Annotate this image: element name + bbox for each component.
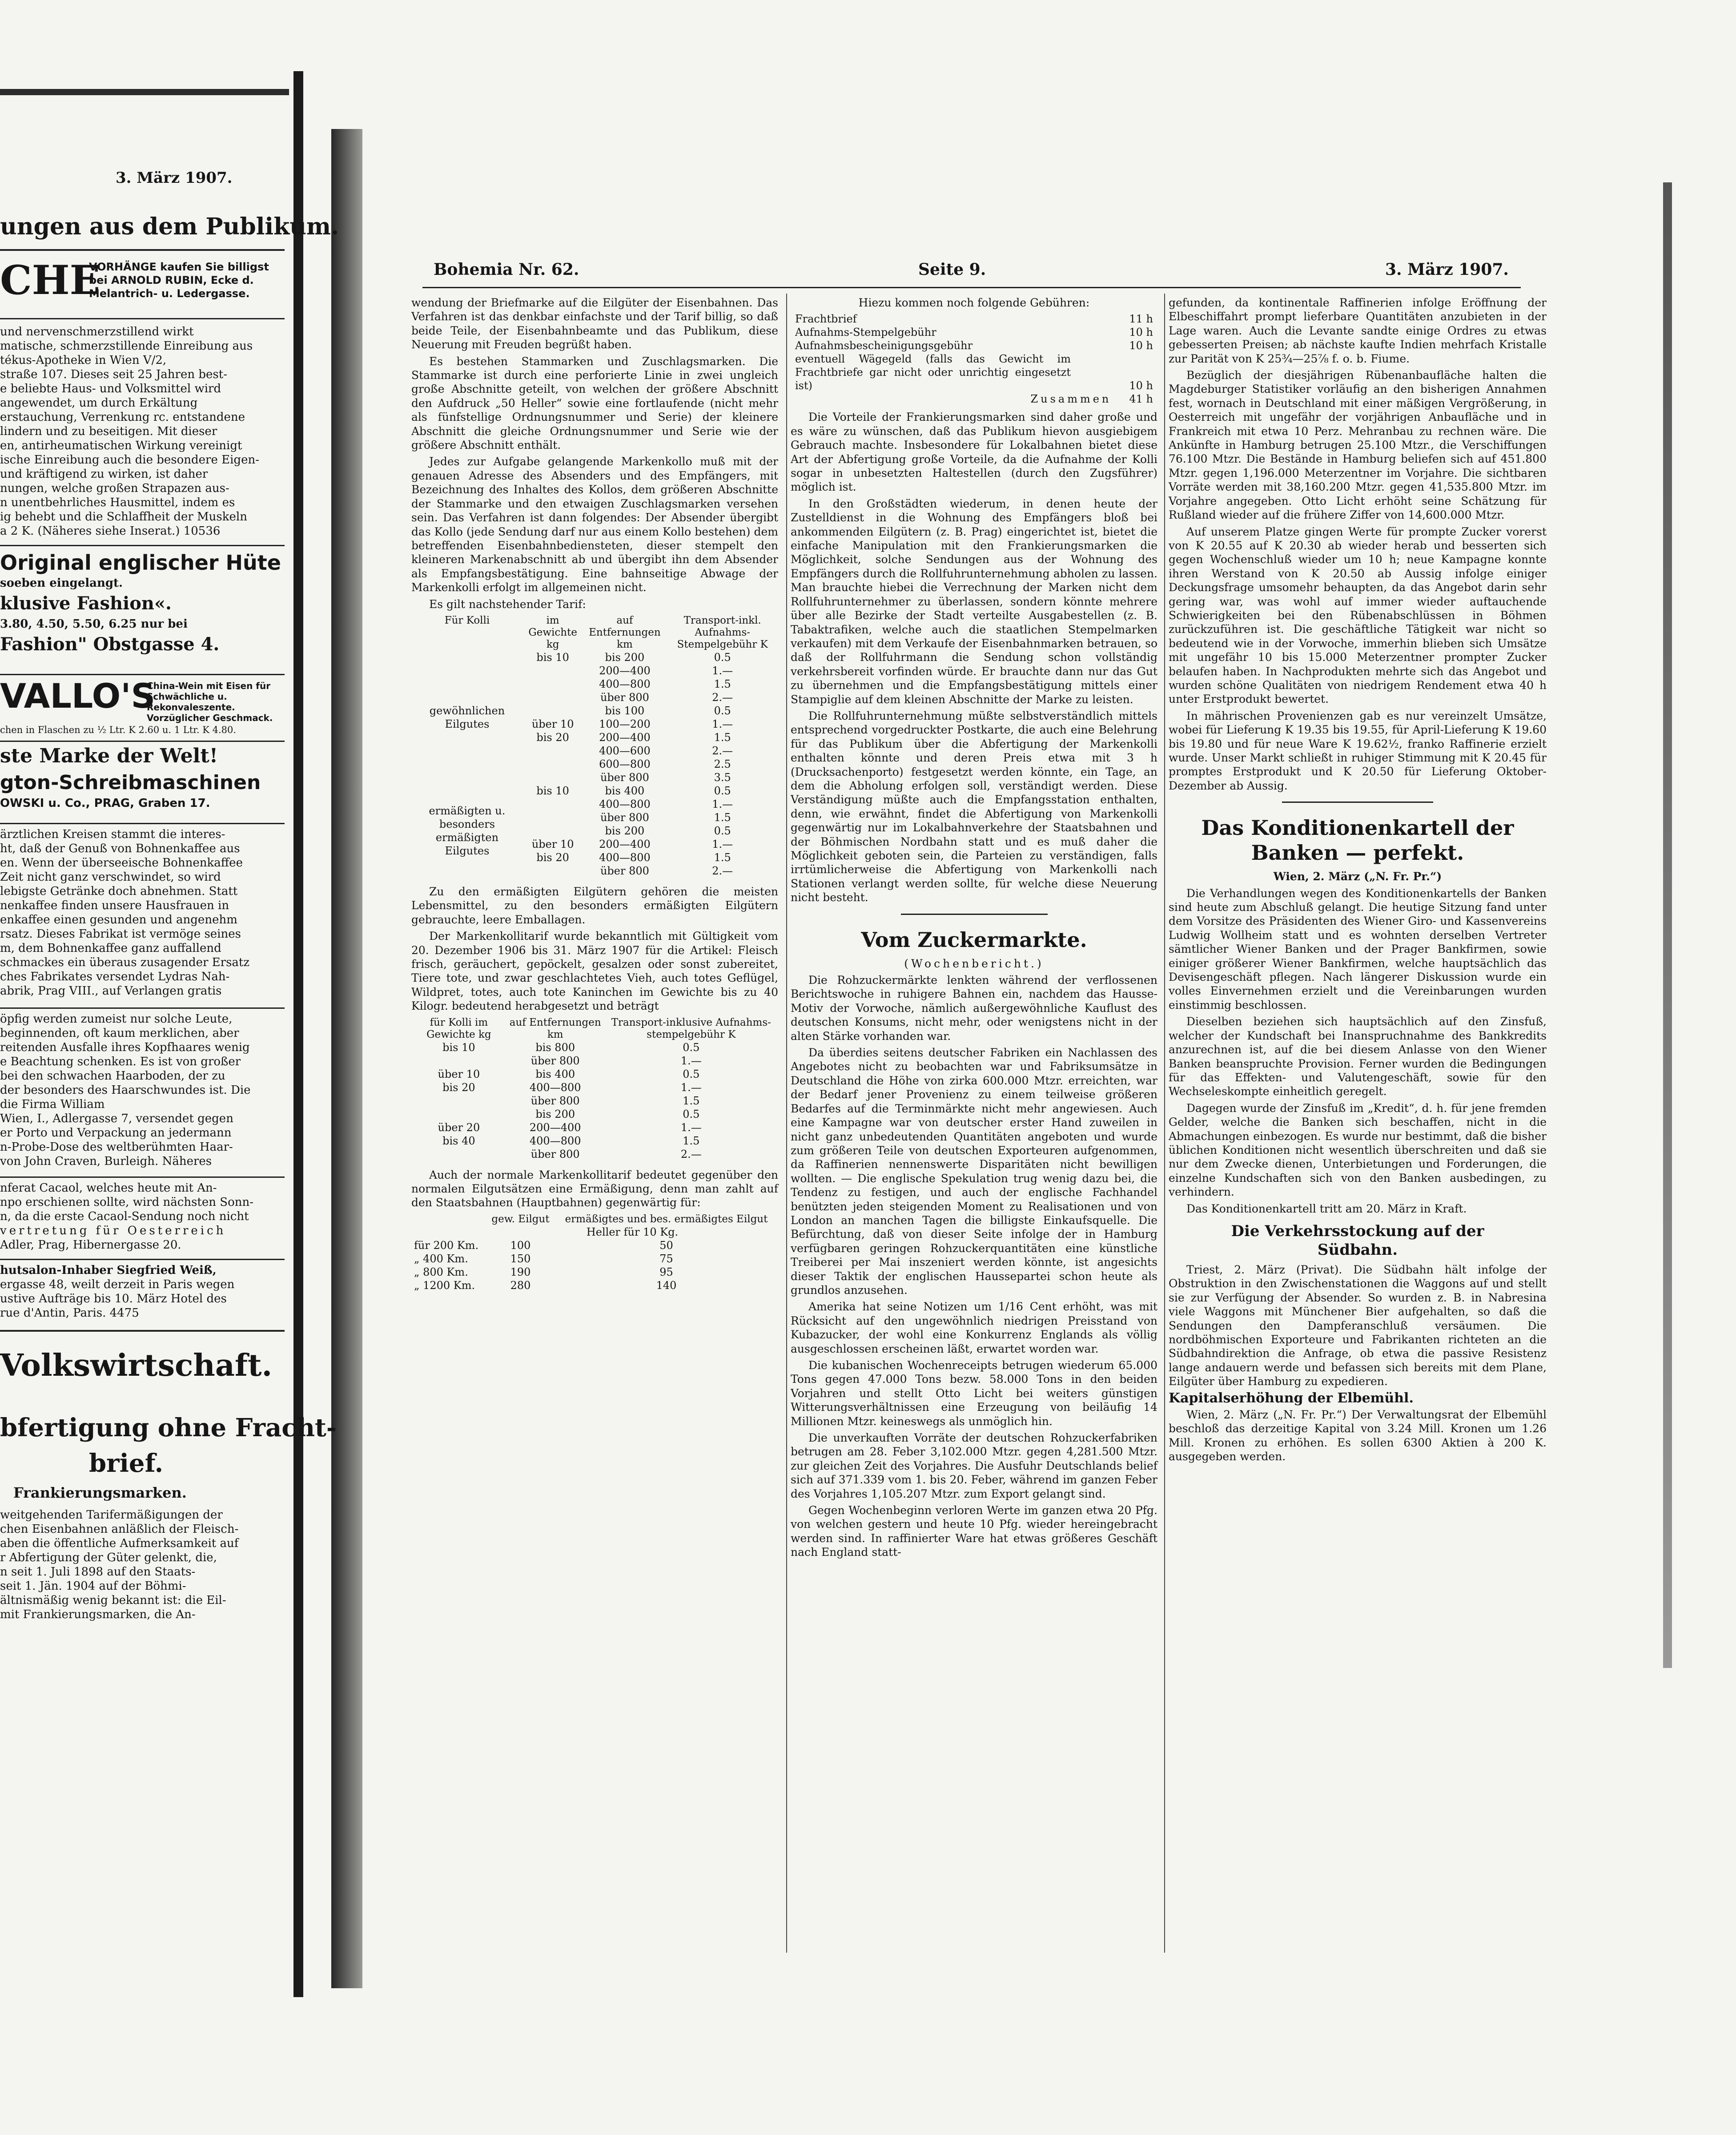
column-2 [791,296,1157,1562]
ad-line: r Abfertigung der Güter gelenkt, die, [0,1551,217,1564]
table-row [411,1252,778,1265]
ad-line: n unentbehrliches Hausmittel, indem es [0,496,235,509]
column-3 [1169,296,1547,1466]
col1-paragraph-normale: Auch der normale Markenkollitarif bedeutet gegenüber den normalen Eilgutsätzen eine Ermäßigung, denn man zahlt auf den Staatsbahnen (Hauptbahnen) gegenwärtig für: [411,1168,778,1209]
ad-line: beginnenden, oft kaum merklichen, aber [0,1027,239,1040]
table-cell: 0.5 [714,704,731,717]
table-cell: 1.— [680,1054,702,1067]
section-rule [901,914,1048,915]
table-cell: 1.5 [714,811,731,824]
table-cell: 2.— [680,1148,702,1160]
table-cell: 1.— [680,1081,702,1094]
table-cell: bis 20 [536,731,569,744]
table-cell [523,864,583,878]
table-cell [523,824,583,838]
tariff-1-header: Transport-inkl. Aufnahms-Stempelgebühr K [677,614,768,650]
ad-line: und kräftigend zu wirken, ist daher [0,467,208,481]
kartell-heading-1: Das Konditionenkartell der [1201,816,1514,840]
table-cell [523,811,583,824]
tariff-2-header: Transport-inklusive Aufnahms-stempelgebühr K [611,1016,771,1040]
col3-paragraph-elbemuehl: Wien, 2. März („N. Fr. Pr.“) Der Verwaltungsrat der Elbemühl beschloß das derzeitige Kapital von 3.24 Mill. Kronen um 1.26 Mill. Kronen zu erhöhen. Es sollen 6300 Aktien à 200 K. ausgegeben werden. [1169,1408,1547,1463]
ad-hats [0,549,285,658]
left-article-subtitle: Frankierungsmarken. [13,1484,187,1501]
ad-line: ches Fabrikates versendet Lydras Nah- [0,970,230,983]
col1-paragraph-lebensmittel: Zu den ermäßigten Eilgütern gehören die meisten Lebensmittel, zu den besonders ermäßigten Eilgütern gebrauchte, leere Emballagen. [411,885,778,926]
left-article-body [0,1508,285,1622]
fees-list [795,312,1153,406]
table-cell: 200—400 [599,664,651,677]
table-cell [523,664,583,677]
ad-line: vertretung für Oesterreich [0,1224,226,1237]
header-page-number: Seite 9. [918,260,986,279]
fee-amount: 10 h [1129,326,1153,339]
tariff-group-label: ermäßigten u. besonders ermäßigten Eilgutes [429,804,506,857]
table-cell: bis 20 [536,851,569,864]
sugar-market-subheading: (Wochenbericht.) [904,957,1044,970]
ad-line: straße 107. Dieses seit 25 Jahren best- [0,368,227,381]
header-paper-issue: Bohemia Nr. 62. [434,260,579,279]
fee-label: Aufnahms-Stempelgebühr [795,326,936,339]
table-cell: „ 400 Km. [414,1252,468,1265]
ad-hats-line: soeben eingelangt. [0,576,123,590]
table-row [411,1081,778,1094]
table-cell: bis 400 [535,1068,575,1080]
tariff-1-header: Für Kolli [444,614,490,626]
left-article-title-2: brief. [89,1449,164,1478]
fee-row [795,339,1153,352]
column-rule-1 [786,294,787,1953]
kartell-heading-2: Banken — perfekt. [1251,841,1464,865]
table-row [411,651,778,664]
table-cell: über 800 [600,864,649,877]
col1-paragraph-marks: Es bestehen Stammarken und Zuschlagsmarken. Die Stammarke ist durch eine perforierte Linie in zwei ungleich große Abschnitte geteilt, von welchen der größere Abschnitt den Aufdruck „50 Heller“ sowie eine fortlaufende (nicht mehr als fünfstellige Ordnungsnummer und Serie) der kleinere Abschnitt die gleiche Ordnungsnummer und Serie wie der größere Abschnitt enthält. [411,354,778,452]
ad-kaffee [0,827,285,998]
table-cell [411,1108,506,1121]
ad-line: matische, schmerzstillende Einreibung aus [0,339,253,353]
suedbahn-heading-2: Südbahn. [1317,1241,1398,1259]
page-header [434,260,1519,282]
ad-line: rue d'Antin, Paris. 4475 [0,1306,139,1320]
table-cell [523,757,583,771]
table-cell: 1.— [712,664,733,677]
left-page-date: 3. März 1907. [116,169,233,187]
ad-hats-line: klusive Fashion«. [0,593,172,614]
table-cell: 400—600 [599,744,651,757]
col2-paragraph-sugar-4: Die kubanischen Wochenreceipts betrugen wiederum 65.000 Tons gegen 47.000 Tons bezw. 58.000 Tons in den beiden Vorjahren und stellt Otto Licht bei weiters günstigen Witterungsverhältnissen eine Erzeugung von beiläufig 14 Millionen Mtzr. keineswegs als unmöglich hin. [791,1359,1157,1428]
tariff-1-header: auf Entfernungen km [589,614,661,650]
fee-row [795,326,1153,339]
table-row [411,1068,778,1081]
table-cell: über 20 [438,1121,480,1134]
table-cell: „ 1200 Km. [414,1279,475,1292]
tariff-2-header: auf Entfernungen km [509,1016,601,1040]
header-rule [422,287,1521,288]
ad-line: angewendet, um durch Erkältung [0,396,198,410]
fee-amount: 10 h [1129,339,1153,352]
ad-line: e beliebte Haus- und Volksmittel wird [0,382,221,395]
table-cell [523,677,583,691]
col2-paragraph-sugar-5: Die unverkauften Vorräte der deutschen Rohzuckerfabriken betrugen am 28. Feber 3,102.000 Mtzr. gegen 4,281.500 Mtzr. zur gleichen Zeit des Vorjahres. Die Ausfuhr Deutschlands belief sich auf 371.339 vom 1. bis 20. Feber, während im ganzen Feber des Vorjahres 1,105.207 Mtzr. zum Export gelangt sind. [791,1431,1157,1500]
section-rule [1282,802,1433,803]
fees-intro: Hiezu kommen noch folgende Gebühren: [858,296,1090,309]
ad-line: reitenden Ausfalle ihres Kopfhaares wenig [0,1041,250,1054]
suedbahn-heading-1: Die Verkehrsstockung auf der [1231,1222,1484,1240]
ad-line: schmackes ein überaus zusagender Ersatz [0,956,250,969]
ad-line: ische Einreibung auch die besondere Eigen- [0,453,259,467]
ad-line: nenkaffee finden unsere Hausfrauen in [0,899,229,912]
rubin-ad-big: CHE [0,257,100,304]
table-cell [523,691,583,704]
tariff-table-1 [411,615,778,878]
col1-paragraph-tarif: Es gilt nachstehender Tarif: [429,597,586,611]
fee-label: Zusammen [1030,393,1112,406]
table-cell: bis 800 [535,1041,575,1054]
col3-paragraph-platz: Auf unserem Platze gingen Werte für prompte Zucker vorerst von K 20.55 auf K 20.30 ab wieder herab und besserten sich gegen Wochenschluß wieder um 10 h; neue Kampagne konnte ihren Werstand von K 20.50 ab Aussig infolge einiger Deckungsfrage umsomehr behaupten, da das Angebot darin sehr gering war, was wohl auf immer wieder auftauchende Schwierigkeiten bei den Rübenabschlüssen in Böhmen zurückzuführen ist. Die geschäftliche Tätigkeit war nicht so bedeutend wie in der Vorwoche, immerhin blieben sich Umsätze mit ungefähr 10 bis 15.000 Meterzentner prompter Zucker belaufen haben. In Nachprodukten mehrte sich das Angebot und wurden schöne Qualitäten von niedrigem Rendement etwa 40 h unter Erstprodukt bewertet. [1169,525,1547,706]
ad-line: ärztlichen Kreisen stammt die interes- [0,828,225,841]
table-cell: 3.5 [714,771,731,784]
ad-line: er Porto und Verpackung an jedermann [0,1126,232,1140]
table-cell: 1.5 [714,731,731,744]
ad-line: abrik, Prag VIII., auf Verlangen gratis [0,984,222,998]
table-cell: 1.5 [683,1094,700,1107]
table-row [411,1148,778,1161]
fee-row [795,352,1153,392]
table-cell [523,798,583,811]
fee-label: Aufnahmsbescheinigungsgebühr [795,339,973,352]
table-cell: 50 [659,1239,673,1252]
tariff-3-header [411,1213,486,1225]
table-cell: 2.— [712,691,733,704]
table-cell: 0.5 [683,1068,700,1080]
table-row [411,1265,778,1279]
table-cell: 95 [659,1265,673,1278]
table-cell: 2.— [712,744,733,757]
ad-line: Wien, I., Adlergasse 7, versendet gegen [0,1112,233,1125]
ad-line: ustive Aufträge bis 10. März Hotel des [0,1292,227,1305]
ad-line: die Firma William [0,1098,105,1111]
ad-line: aben die öffentliche Aufmerksamkeit auf [0,1537,239,1550]
table-row [411,1054,778,1068]
ad-line: n seit 1. Juli 1898 auf den Staats- [0,1565,196,1579]
table-cell: 2.5 [714,757,731,770]
table-cell: über 10 [531,838,574,850]
table-cell: bis 400 [605,784,645,797]
ad-typewriter [0,743,285,810]
ad-vallo-prices: chen in Flaschen zu ½ Ltr. K 2.60 u. 1 Ltr. K 4.80. [0,725,237,735]
ad-line: der besonders des Haarschwundes ist. Die [0,1084,251,1097]
ad-rule-6 [0,1007,285,1009]
table-cell: 0.5 [714,824,731,837]
ad-typewriter-line: OWSKI u. Co., PRAG, Graben 17. [0,797,210,810]
col2-paragraph-sugar-2: Da überdies seitens deutscher Fabriken ein Nachlassen des Angebotes nicht zu beobachten war und Fabriksumsätze in Deutschland die Höhe von zirka 600.000 Mtzr. erreichten, war der Bedarf jener Provenienz zu einem teilweise größeren Bedarfes auf die Terminmärkte nicht mehr angewiesen. Auch eine Kampagne war von deutscher erster Hand zuweilen in nicht ganz unbedeutenden Quantitäten angeboten und wurde zum größeren Teile von deutschen Exporteuren aufgenommen, da Raffinerien nennenswerte Disparitäten nicht bewilligen wollten. — Die englische Spekulation trug wenig dazu bei, die Tendenz zu festigen, und auch der englische Fachhandel benützten jeden steigenden Moment zu Realisationen und von London an manchen Tagen die billigste Einkaufsquelle. Die Befürchtung, daß von dieser Seite infolge der in Hamburg verfügbaren geringen Rohzuckerquantitäten eine künstliche Treiberei per Mai inszeniert werden könnte, ist angesichts dieser Taktik der englischen Haussepartei schon heute als grundlos anzusehen. [791,1046,1157,1297]
col3-paragraph-kartell-4: Das Konditionenkartell tritt am 20. März in Kraft. [1186,1202,1467,1215]
ad-line: m, dem Bohnenkaffee ganz auffallend [0,942,221,955]
table-cell: 200—400 [599,731,651,744]
table-cell: 1.— [712,798,733,810]
table-cell: 1.5 [683,1134,700,1147]
ad-line: a 2 K. (Näheres siehe Inserat.) 10536 [0,524,221,538]
rubin-ad-text: VORHÄNGE kaufen Sie billigst bei ARNOLD RUBIN, Ecke d. Melantrich- u. Ledergasse. [89,261,269,300]
table-cell [523,704,583,717]
table-cell: 1.— [712,717,733,730]
tariff-2-header: für Kolli im Gewichte kg [426,1016,491,1040]
table-cell: bis 20 [442,1081,475,1094]
col3-paragraph-kartell-3: Dagegen wurde der Zinsfuß im „Kredit“, d. h. für jene fremden Gelder, welche die Banken sich beschaffen, nicht in die Abmachungen einbezogen. Es wurde nur bestimmt, daß die bisher üblichen Konditionen nicht wesentlich überschreiten und daß sie nur dem Zwecke dienen, Unterbietungen und Forderungen, die einzelne Kundschaften sich von den Banken ausbedingen, zu verhindern. [1169,1101,1547,1199]
table-cell: 400—800 [599,851,651,864]
ad-line: rsatz. Dieses Fabrikat ist vermöge seines [0,927,241,941]
ad-line: mit Frankierungsmarken, die An- [0,1608,196,1621]
ad-line: nungen, welche großen Strapazen aus- [0,482,229,495]
table-cell: 1.— [680,1121,702,1134]
table-cell: bis 100 [605,704,645,717]
left-section-header: ungen aus dem Publikum. [0,213,339,240]
table-cell: über 800 [600,771,649,784]
ad-apotheke [0,325,285,538]
table-cell: 190 [510,1265,531,1278]
ad-typewriter-line: gton-Schreibmaschinen [0,771,261,794]
table-cell: „ 800 Km. [414,1265,468,1278]
table-cell: 75 [659,1252,673,1265]
col2-paragraph-vorteile: Die Vorteile der Frankierungsmarken sind daher große und es wäre zu wünschen, daß das Publikum hievon ausgiebigem Gebrauch machte. Insbesondere für Lokalbahnen bietet diese Art der Abfertigung große Vorteile, da die Aufnahme der Kolli sogar in unbesetzten Haltestellen (durch den Zugsführer) möglich ist. [791,411,1157,494]
table-cell: bis 200 [605,824,645,837]
table-cell: 600—800 [599,757,651,770]
table-cell: 0.5 [683,1108,700,1120]
table-cell: bis 10 [442,1041,475,1054]
table-cell: 200—400 [529,1121,581,1134]
table-cell: 0.5 [714,784,731,797]
ad-line: enkaffee einen gesunden und angenehm [0,913,237,927]
ad-hats-line: Fashion" Obstgasse 4. [0,634,220,655]
col3-paragraph-kartell-1: Die Verhandlungen wegen des Konditionenkartells der Banken sind heute zum Abschluß gelangt. Die heutige Sitzung fand unter dem Vorsitze des Präsidenten des Wiener Giro- und Kassenvereins Ludwig Wollheim statt und es wohnten derselben Vertreter sämtlicher Wiener Banken und der Prager Bankfirmen, sowie einiger größerer Wiener Bankfirmen, welche hauptsächlich das Devisengeschäft pflegen. Nach längerer Diskussion wurde ein volles Einvernehmen erzielt und die Vereinbarungen wurden einstimmig beschlossen. [1169,886,1547,1011]
ad-line: lebigste Getränke doch abnehmen. Statt [0,885,238,898]
ad-line: nferat Cacaol, welches heute mit An- [0,1181,217,1195]
ad-line: von John Craven, Burleigh. Näheres [0,1155,212,1168]
economy-section-title: Volkswirtschaft. [0,1348,273,1383]
ad-rule-9 [0,1330,285,1332]
table-row [411,1134,778,1148]
table-row [411,784,778,798]
table-cell: 100—200 [599,717,651,730]
table-cell: über 800 [530,1054,580,1067]
table-cell: 200—400 [599,838,651,850]
table-cell: über 800 [530,1094,580,1107]
col2-paragraph-sugar-1: Die Rohzuckermärkte lenkten während der verflossenen Berichtswoche in ruhigere Bahnen ein, nachdem das Hausse-Motiv der Vorwoche, nämlich außergewöhnliche Kauflust des deutschen Konsums, nicht mehr, oder wenigstens nicht in der alten Stärke vorhanden war. [791,974,1157,1043]
fee-row [795,392,1153,406]
table-cell: bis 10 [536,784,569,797]
tariff-table-2 [411,1017,778,1161]
ad-line: bei den schwachen Haarboden, der zu [0,1069,225,1083]
ad-line: ht, daß der Genuß von Bohnenkaffee aus [0,842,240,855]
tariff-2-header-row [411,1017,778,1041]
tariff-3-header: ermäßigtes und bes. ermäßigtes Eilgut [565,1213,768,1225]
ad-line: seit 1. Jän. 1904 auf der Böhmi- [0,1579,186,1593]
table-cell: für 200 Km. [414,1239,479,1252]
ad-line: ergasse 48, weilt derzeit in Paris wegen [0,1278,235,1291]
ad-typewriter-line: ste Marke der Welt! [0,745,218,767]
ad-line: ig behebt und die Schlaffheit der Muskeln [0,510,247,524]
elbemuehl-heading: Kapitalserhöhung der Elbemühl. [1169,1390,1414,1406]
ad-rule-5 [0,823,285,824]
table-cell [411,1148,506,1161]
fee-row [795,312,1153,326]
ad-line: Adler, Prag, Hibernergasse 20. [0,1238,181,1252]
table-cell: bis 200 [535,1108,575,1120]
ad-haar [0,1012,285,1168]
table-cell: 400—800 [529,1134,581,1147]
col3-paragraph-maehrisch: In mährischen Provenienzen gab es nur vereinzelt Umsätze, wobei für Lieferung K 19.35 bis 19.55, für April-Lieferung K 19.60 bis 19.80 und für neue Ware K 19.62½, franko Raffinerie erzielt wurde. Unser Markt schließt in ruhiger Stimmung mit K 20.45 für promptes Erstprodukt und K 20.50 für Lieferung Oktober-Dezember ab Aussig. [1169,709,1547,792]
ad-line: öpfig werden zumeist nur solche Leute, [0,1012,233,1026]
ad-line: e Beachtung schenken. Es ist von großer [0,1055,241,1068]
table-cell [411,1094,506,1108]
ad-cacaol [0,1181,285,1252]
table-cell [523,744,583,757]
table-cell: über 800 [600,691,649,704]
ad-line: npo erschienen sollte, wird nächsten Sonn- [0,1196,253,1209]
ad-hats-line: 3.80, 4.50, 5.50, 6.25 nur bei [0,617,188,631]
table-cell: 1.5 [714,677,731,690]
ad-line: lindern und zu beseitigen. Mit dieser [0,425,217,438]
table-cell: über 10 [531,717,574,730]
page-edge-shadow [331,129,362,1988]
table-cell: über 800 [600,811,649,824]
tariff-3-header: gew. Eilgut [491,1213,550,1225]
table-row [411,1108,778,1121]
tariff-1-header-row [411,615,778,651]
tariff-group-label: gewöhnlichen Eilgutes [429,704,505,730]
ad-line: tékus-Apotheke in Wien V/2, [0,354,167,367]
ad-line: und nervenschmerzstillend wirkt [0,325,194,338]
table-cell: bis 10 [536,651,569,664]
col3-paragraph-cont: gefunden, da kontinentale Raffinerien infolge Eröffnung der Elbeschiffahrt prompt lieferbare Quantitäten anzubieten in der Lage waren. Auch die Levante sandte einige Ordres zu etwas gebesserten Preisen; ab nächste kaufte Indien mehrfach Kristalle zur Parität von K 25¾—25⅞ f. o. b. Fiume. [1169,296,1547,365]
table-row [411,1121,778,1134]
binder-bar-top [0,89,289,95]
col3-paragraph-kartell-2: Dieselben beziehen sich hauptsächlich auf den Zinsfuß, welcher der Kundschaft bei Inanspruchnahme des Bankkredits anzurechnen ist, auf die bei diesem Anlasse von den Wiener Banken beanspruchte Provision. Ferner wurden die Bedingungen für das Effekten- und Valutengeschäft, sowie für den Wechseleskompte einheitlich geregelt. [1169,1015,1547,1098]
ad-hutsalon [0,1263,285,1320]
col3-paragraph-anbau: Bezüglich der diesjährigen Rübenanbaufläche halten die Magdeburger Statistiker vorläufig an den bisherigen Annahmen fest, wornach in Deutschland mit einer mäßigen Vergrößerung, in Oesterreich mit ungefähr der vorjährigen Anbaufläche und in Frankreich mit etwa 10 Perz. Mehranbau zu rechnen wäre. Die Ankünfte in Hamburg betrugen 25.100 Mtzr., die Verschiffungen 76.100 Mtzr. Die Bestände in Hamburg beliefen sich auf 451.800 Mtzr. gegen 1,196.000 Meterzentner im Vorjahre. Die sichtbaren Vorräte werden mit 38,160.200 Mtzr. gegen 41,535.800 Mtzr. im Vorjahre angegeben. Otto Licht erhöht seine Schätzung für Rußland wieder auf die frühere Ziffer von 14,600.000 Mtzr. [1169,369,1547,522]
kartell-dateline: Wien, 2. März („N. Fr. Pr.“) [1273,870,1442,883]
table-cell: 100 [510,1239,531,1252]
table-row [411,1094,778,1108]
ad-line: hutsalon-Inhaber Siegfried Weiß, [0,1264,217,1277]
ad-line: erstauchung, Verrenkung rc. entstandene [0,411,245,424]
tariff-3-header-row [411,1213,778,1225]
col1-paragraph-colli: Jedes zur Aufgabe gelangende Markenkollo muß mit der genauen Adresse des Absenders und des Empfängers, mit Bezeichnung des Inhaltes des Kollos, dem größeren Abschnitte der Stammarke und den etwaigen Zuschlagsmarken versehen sein. Das Verfahren ist dann folgendes: Der Absender übergibt das Kollo (jede Sendung darf nur aus einem Kollo bestehen) dem betreffenden Eisenbahnbediensteten, dieser stempelt den kleineren Markenabschnitt ab und übergibt ihn dem Absender als Empfangsbestätigung. Eine bahnseitige Abwage der Markenkolli erfolgt im allgemeinen nicht. [411,455,778,594]
ad-line: Zeit nicht ganz verschwindet, so wird [0,870,221,884]
tariff-3-unit-row [411,1225,778,1239]
table-cell: bis 200 [605,651,645,664]
column-1 [411,296,778,1299]
ad-line: weitgehenden Tarifermäßigungen der [0,1508,223,1522]
table-cell: 400—800 [529,1081,581,1094]
table-row [411,1239,778,1252]
table-cell: 1.5 [714,851,731,864]
col2-paragraph-grossstaedte: In den Großstädten wiederum, in denen heute der Zustelldienst in die Wohnung des Empfängers bloß bei ankommenden Eilgütern (z. B. Prag) eingerichtet ist, bietet die einfache Manipulation mit den Frankierungsmarken die Möglichkeit, solche Sendungen aus der Wohnung des Empfängers durch die Rollfuhrunternehmung abholen zu lassen. Man brauchte hiebei die Verrechnung der Marken nicht dem Rollfuhrunternehmer zu überlassen, sondern könnte mehrere über alle Bezirke der Stadt verteilte Ausgabestellen (z. B. Tabaktrafiken, welche auch die staatlichen Stempelmarken verkaufen) mit dem Verkaufe der Eisenbahnmarken betrauen, so daß der Rollfuhrmann die Sendung schon vollständig verkehrsbereit vorfinden würde. Er brauchte dann nur das Gut zu übernehmen und die Empfangsbestätigung mittels einer Stampiglie auf dem kleinen Abschnitte der Marke zu leisten. [791,497,1157,706]
ad-hats-title: Original englischer Hüte [0,551,281,575]
ad-line: n-Probe-Dose des weltberühmten Haar- [0,1140,233,1154]
sugar-market-heading: Vom Zuckermarkte. [861,927,1087,952]
ad-line: ältnismäßig wenig bekannt ist: die Eil- [0,1594,226,1607]
fee-amount: 41 h [1129,393,1153,406]
table-cell: über 800 [530,1148,580,1160]
table-cell: 400—800 [599,798,651,810]
left-page [0,169,339,1948]
table-cell: 1.— [712,838,733,850]
table-cell: 0.5 [714,651,731,664]
column-rule-2 [1164,294,1165,1953]
tariff-table-3 [411,1213,778,1292]
page-gutter [293,71,303,1997]
fee-label: eventuell Wägegeld (falls das Gewicht im Frachtbriefe gar nicht oder unrichtig eingesetzt ist) [795,353,1071,392]
table-cell: 150 [510,1252,531,1265]
table-row [411,1279,778,1292]
ad-vallo-text: China-Wein mit Eisen für Schwächliche u. Rekonvaleszente. Vorzüglicher Geschmack. [147,681,273,723]
tariff-1-header: im Gewichte kg [528,614,577,650]
ad-line: chen Eisenbahnen anläßlich der Fleisch- [0,1523,239,1536]
left-article-title-1: bfertigung ohne Fracht- [0,1413,337,1442]
table-cell [411,1054,506,1068]
col1-paragraph-intro: wendung der Briefmarke auf die Eilgüter der Eisenbahnen. Das Verfahren ist das denkbar einfachste und der Tarif billig, so daß beide Teile, der Eisenbahnbeamte und das Publikum, diese Neuerung mit Freuden begrüßt haben. [411,296,778,351]
col2-paragraph-sugar-3: Amerika hat seine Notizen um 1/16 Cent erhöht, was mit Rücksicht auf den ungewöhnlich niedrigen Preisstand von Kubazucker, der wohl eine Konkurrenz Englands als völlig ausgeschlossen erscheinen läßt, erwartet worden war. [791,1300,1157,1355]
ad-rule-3 [0,674,285,675]
header-date: 3. März 1907. [1385,260,1509,279]
ad-line: en. Wenn der überseeische Bohnenkaffee [0,856,243,870]
table-cell: 280 [510,1279,531,1292]
fee-amount: 11 h [1129,313,1153,326]
ad-vallo-title: VALLO'S [0,676,156,716]
table-cell: 140 [656,1279,677,1292]
col2-paragraph-sugar-6: Gegen Wochenbeginn verloren Werte im ganzen etwa 20 Pfg. von welchen gestern und heute 10 Pfg. wieder hereingebracht werden sind. In raffinierter Ware hat etwas größeres Geschäft nach England statt- [791,1504,1157,1559]
right-margin-mark [1663,182,1672,1668]
table-cell: bis 40 [442,1134,475,1147]
table-cell: 400—800 [599,677,651,690]
ad-rule-1 [0,318,285,319]
table-cell [523,771,583,784]
table-cell: 2.— [712,864,733,877]
table-cell: 0.5 [683,1041,700,1054]
col3-paragraph-suedbahn: Triest, 2. März (Privat). Die Südbahn hält infolge der Obstruktion in den Zwischenstationen die Waggons auf und stellt sie zur Verfügung der Absender. So wurden z. B. in Nabresina viele Waggons mit Münchener Bier aufgehalten, so daß die Sendungen den Dampferanschluß versäumen. Die nordböhmischen Exporteure und Fabrikanten richteten an die Südbahndirektion die Anfrage, ob etwa die passive Resistenz lange andauern werde und befassen sich bereits mit dem Plane, Eilgüter über Hamburg zu expedieren. [1169,1263,1547,1388]
ad-line: n, da die erste Cacaol-Sendung noch nicht [0,1210,249,1223]
table-row [411,1041,778,1054]
fee-amount: 10 h [1129,379,1153,392]
table-cell: über 10 [438,1068,480,1080]
col1-paragraph-markenkollitarif: Der Markenkollitarif wurde bekanntlich mit Gültigkeit vom 20. Dezember 1906 bis 31. März 1907 für die Artikel: Fleisch frisch, geräuchert, gepöckelt, gesalzen oder sonst zubereitet, Tiere tote, und zwar geschlachtetes Vieh, auch totes Geflügel, Wildpret, totes, auch tote Kaninchen im Gewichte bis zu 40 Kilogr. bedeutend herabgesetzt und beträgt [411,930,778,1013]
ad-rule-4 [0,741,285,742]
ad-rule-7 [0,1176,285,1178]
ad-rule-2 [0,545,285,546]
fee-label: Frachtbrief [795,313,857,326]
tariff-3-unit: Heller für 10 Kg. [586,1225,679,1238]
col2-paragraph-rollfuhr: Die Rollfuhrunternehmung müßte selbstverständlich mittels entsprechend vorgedruckter Postkarte, die auch eine Belehrung für das Publikum über die Abfertigung der Markenkolli enthalten könnte und deren Preis etwa mit 3 h (Drucksachenporto) festgesetzt werden könnte, ein Tage, an dem die Abholung erfolgen soll, verständigt werden. Diese Verständigung müßte auch die Empfangsstation enthalten, denn, wie erwähnt, findet die Abfertigung von Markenkolli gegenwärtig nur im Lokalbahnverkehre der Staatsbahnen und der Böhmischen Nordbahn statt und es muß daher die Möglichkeit geboten sein, die Parteien zu verständigen, falls irrtümlicherweise die Abfertigung von Markenkolli nach Stationen verlangt werden sollte, für welche diese Neuerung nicht besteht. [791,709,1157,904]
ad-line: en, antirheumatischen Wirkung vereinigt [0,439,242,452]
ad-rule-8 [0,1259,285,1260]
header-rule [0,249,285,251]
